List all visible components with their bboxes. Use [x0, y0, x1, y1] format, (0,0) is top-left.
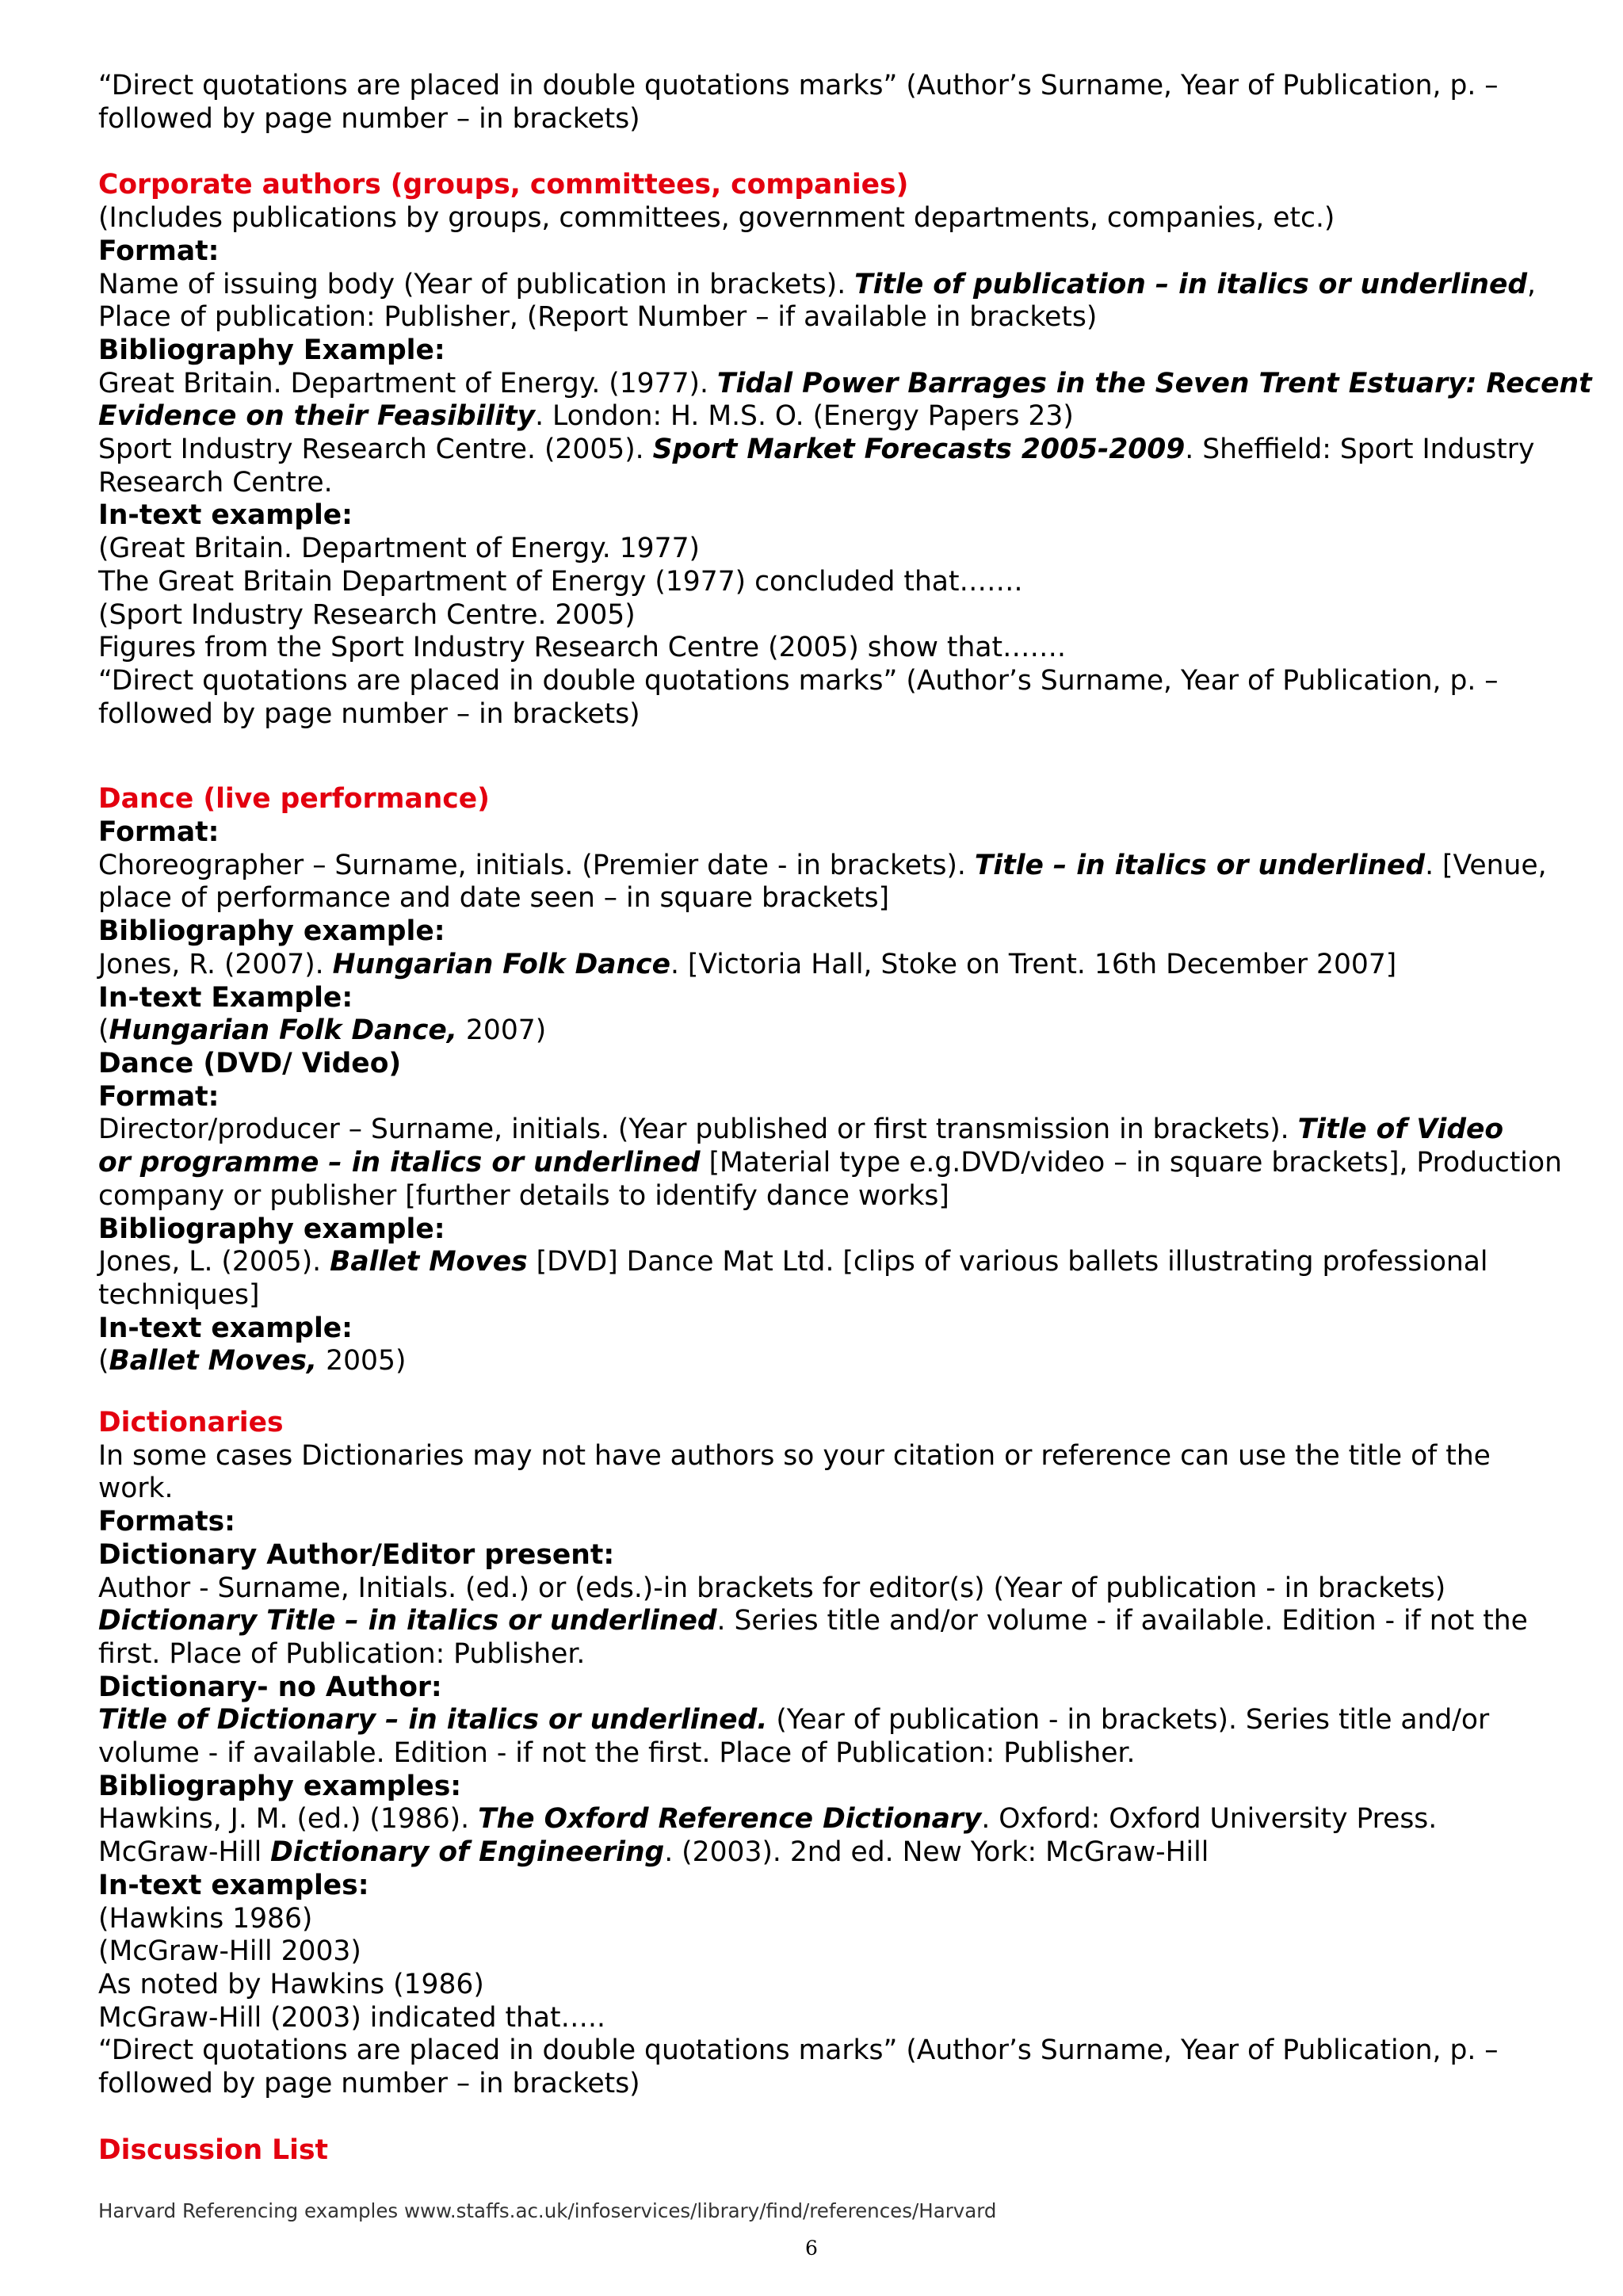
dance-dvd-format-label: Format: [98, 1080, 220, 1113]
text-run: . Series title and/or volume - if available. Edition - if not the [716, 1605, 1528, 1637]
dance-dvd-bib-line-2: techniques] [98, 1278, 260, 1311]
text-run: Hawkins, J. M. (ed.) (1986). [98, 1803, 479, 1836]
dictionaries-intext-2: (McGraw-Hill 2003) [98, 1935, 361, 1968]
text-run: 2005) [317, 1345, 407, 1377]
dance-dvd-intext [98, 1345, 1541, 1378]
corporate-authors-section [98, 169, 1592, 731]
dictionaries-author-label: Dictionary Author/Editor present: [98, 1538, 615, 1571]
italic-run: Title – in italics or underlined [974, 849, 1426, 881]
document-body [98, 70, 1592, 2167]
intro-quote-line-1: “Direct quotations are placed in double quotations marks” (Author’s Surname, Year of Publication, p. – [98, 70, 1499, 101]
italic-run: The Oxford Reference Dictionary [478, 1803, 982, 1836]
text-run: . [Victoria Hall, Stoke on Trent. 16th December 2007] [670, 948, 1397, 980]
dance-live-intext [98, 1014, 1541, 1048]
text-run: Jones, L. (2005). [98, 1246, 330, 1278]
dance-live-bibliography-label: Bibliography example: [98, 915, 445, 948]
dance-live-format-label: Format: [98, 816, 220, 849]
text-run: . Oxford: Oxford University Press. [981, 1803, 1438, 1836]
dance-dvd-format-line-3: company or publisher [further details to identify dance works] [98, 1179, 949, 1212]
corporate-bib-2-line-2: Research Centre. [98, 466, 333, 499]
dance-live-heading: Dance (live performance) [98, 783, 490, 816]
dictionaries-noauthor-line-2: volume - if available. Edition - if not the first. Place of Publication: Publisher. [98, 1737, 1136, 1770]
text-run: . (2003). 2nd ed. New York: McGraw-Hill [664, 1836, 1209, 1869]
dictionaries-author-line-2 [98, 1605, 1541, 1638]
intro-quote-line-2: followed by page number – in brackets) [98, 102, 640, 135]
dictionaries-bib-1 [98, 1803, 1541, 1836]
text-run: (Year of publication - in brackets). Series title and/or [767, 1704, 1490, 1736]
corporate-quote-line-1: “Direct quotations are placed in double quotations marks” (Author’s Surname, Year of Publication, p. – [98, 664, 1499, 697]
corporate-format-label: Format: [98, 235, 220, 267]
italic-run: Title of Video [1297, 1114, 1504, 1146]
dance-dvd-intext-label: In-text example: [98, 1312, 353, 1344]
text-run: ( [98, 1345, 109, 1377]
dance-dvd-bibliography-label: Bibliography example: [98, 1213, 445, 1245]
italic-run: Hungarian Folk Dance, [109, 1014, 457, 1047]
italic-run: Tidal Power Barrages in the Seven Trent Estuary: Recent [716, 367, 1592, 399]
italic-run: Evidence on their Feasibility [98, 400, 536, 433]
corporate-format-line-1 [98, 269, 1541, 302]
dictionaries-bibliography-label: Bibliography examples: [98, 1770, 462, 1802]
discussion-list-section [98, 2134, 1541, 2168]
italic-run: or programme – in italics or underlined [98, 1147, 701, 1179]
dictionaries-intext-4: McGraw-Hill (2003) indicated that….. [98, 2001, 605, 2034]
dictionaries-desc-line-1: In some cases Dictionaries may not have authors so your citation or reference can use the title of the [98, 1439, 1491, 1472]
dictionaries-bib-2 [98, 1836, 1541, 1870]
corporate-intext-3: (Sport Industry Research Centre. 2005) [98, 598, 636, 631]
corporate-intext-label: In-text example: [98, 499, 353, 532]
dictionaries-author-line-1: Author - Surname, Initials. (ed.) or (eds.)-in brackets for editor(s) (Year of publication - in brackets) [98, 1572, 1446, 1604]
italic-run: Ballet Moves, [109, 1345, 318, 1377]
italic-run: Hungarian Folk Dance [332, 948, 670, 980]
text-run: Jones, R. (2007). [98, 948, 333, 980]
text-run: ( [98, 1014, 109, 1047]
text-run: [DVD] Dance Mat Ltd. [clips of various ballets illustrating professional [527, 1246, 1488, 1278]
dance-dvd-heading: Dance (DVD/ Video) [98, 1047, 402, 1079]
text-run: [Material type e.g.DVD/video – in square brackets], Production [700, 1147, 1562, 1179]
dance-dvd-section [98, 1047, 1562, 1378]
page-footer: Harvard Referencing examples www.staffs.ac.uk/infoservices/library/find/references/Harvard [98, 2199, 997, 2222]
dictionaries-author-line-3: first. Place of Publication: Publisher. [98, 1637, 586, 1670]
dictionaries-intext-1: (Hawkins 1986) [98, 1902, 313, 1935]
dictionaries-intext-label: In-text examples: [98, 1869, 369, 1901]
text-run: Sport Industry Research Centre. (2005). [98, 434, 653, 466]
dictionaries-heading: Dictionaries [98, 1407, 284, 1439]
corporate-bibliography-label: Bibliography Example: [98, 334, 445, 366]
text-run: , [1527, 268, 1537, 300]
italic-run: Dictionary Title – in italics or underlined [98, 1605, 717, 1637]
text-run: McGraw-Hill [98, 1836, 271, 1869]
corporate-quote-line-2: followed by page number – in brackets) [98, 697, 640, 730]
dance-dvd-bib-line-1 [98, 1246, 1541, 1279]
dance-live-format-line-2: place of performance and date seen – in square brackets] [98, 882, 890, 915]
dance-live-bib [98, 949, 1541, 982]
dance-live-section [98, 783, 1547, 1048]
corporate-bib-1-line-1 [98, 367, 1592, 401]
italic-run: Title of Dictionary – in italics or underlined. [98, 1704, 768, 1736]
dance-dvd-format-line-1 [98, 1114, 1541, 1147]
dictionaries-desc-line-2: work. [98, 1473, 174, 1505]
dance-live-format-line-1 [98, 849, 1547, 883]
corporate-authors-heading: Corporate authors (groups, committees, companies) [98, 169, 909, 201]
italic-run: Sport Market Forecasts 2005-2009 [652, 434, 1186, 466]
dictionaries-noauthor-line-1 [98, 1704, 1541, 1737]
corporate-format-line-2: Place of publication: Publisher, (Report Number – if available in brackets) [98, 301, 1098, 334]
corporate-bib-1-line-2 [98, 400, 1541, 434]
text-run: . London: H. M.S. O. (Energy Papers 23) [535, 400, 1074, 433]
discussion-list-heading: Discussion List [98, 2134, 329, 2166]
corporate-intext-2: The Great Britain Department of Energy (1977) concluded that……. [98, 565, 1023, 598]
dictionaries-intext-3: As noted by Hawkins (1986) [98, 1968, 484, 2000]
text-run: . Sheffield: Sport Industry [1185, 434, 1535, 466]
text-run: 2007) [456, 1014, 547, 1047]
text-run: Name of issuing body (Year of publication in brackets). [98, 268, 855, 300]
italic-run: Title of publication – in italics or underlined [854, 268, 1528, 300]
page-number: 6 [805, 2237, 818, 2260]
dictionaries-noauthor-label: Dictionary- no Author: [98, 1671, 442, 1703]
text-run: Choreographer – Surname, initials. (Premier date - in brackets). [98, 849, 975, 881]
dictionaries-formats-label: Formats: [98, 1506, 235, 1538]
text-run: Great Britain. Department of Energy. (1977). [98, 367, 717, 399]
dance-live-intext-label: In-text Example: [98, 981, 353, 1014]
dictionaries-quote-line-2: followed by page number – in brackets) [98, 2068, 640, 2100]
corporate-description: (Includes publications by groups, committees, government departments, companies, etc.) [98, 202, 1335, 235]
text-run: . [Venue, [1425, 849, 1547, 881]
corporate-intext-4: Figures from the Sport Industry Research Centre (2005) show that……. [98, 632, 1066, 664]
corporate-bib-2-line-1 [98, 434, 1541, 467]
dictionaries-quote-line-1: “Direct quotations are placed in double quotations marks” (Author’s Surname, Year of Publication, p. – [98, 2034, 1499, 2067]
dance-dvd-format-line-2 [98, 1147, 1562, 1180]
italic-run: Dictionary of Engineering [270, 1836, 665, 1869]
corporate-intext-1: (Great Britain. Department of Energy. 1977) [98, 533, 700, 565]
text-run: Director/producer – Surname, initials. (Year published or first transmission in brackets). [98, 1114, 1298, 1146]
italic-run: Ballet Moves [330, 1246, 528, 1278]
dictionaries-section [98, 1407, 1541, 2101]
